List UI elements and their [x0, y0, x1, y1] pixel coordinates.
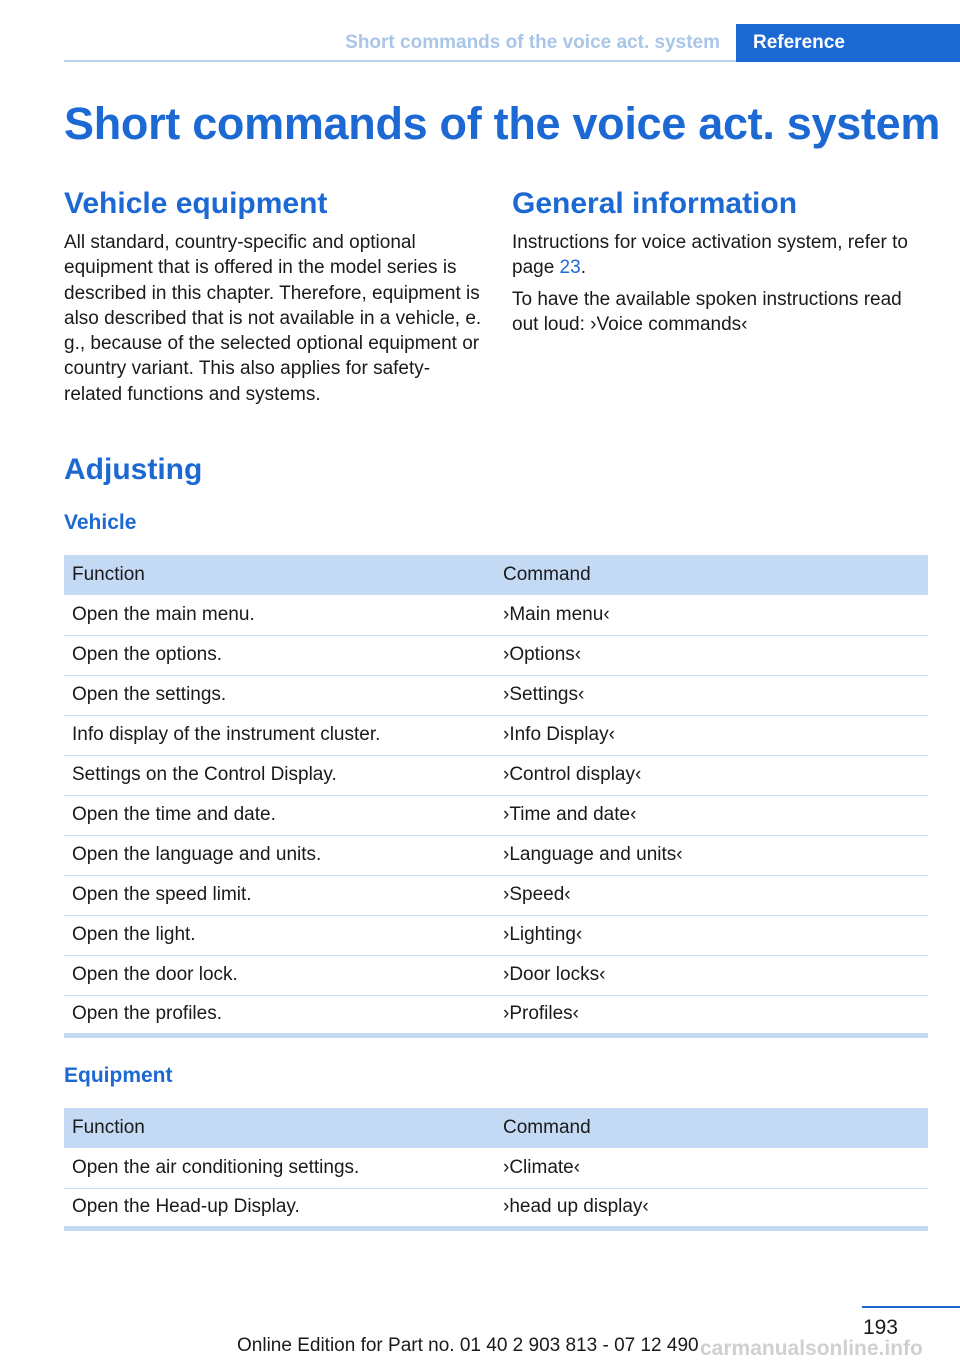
- function-cell: Open the profiles.: [64, 995, 495, 1035]
- command-cell: ›Time and date‹: [495, 795, 928, 835]
- column-header-function: Function: [64, 1108, 495, 1148]
- footer-rule: [862, 1306, 960, 1308]
- footer-edition-text: Online Edition for Part no. 01 40 2 903 813 - 07 12 490: [237, 1335, 699, 1356]
- table-row: [64, 995, 928, 1035]
- vehicle-commands-table: [64, 555, 928, 1038]
- table-row: [64, 595, 928, 635]
- column-header-command: Command: [495, 1108, 928, 1148]
- command-cell: ›Language and units‹: [495, 835, 928, 875]
- equipment-commands-table: [64, 1108, 928, 1231]
- table-row: [64, 795, 928, 835]
- table-row: [64, 915, 928, 955]
- function-cell: Info display of the instrument cluster.: [64, 715, 495, 755]
- vehicle-subheading: Vehicle: [64, 511, 137, 534]
- page-reference-link[interactable]: 23: [559, 257, 581, 279]
- vehicle-equipment-body: All standard, country-specific and optional equipment that is offered in the model series is described in this chapter. Therefore, equipment is also described that is not available in a vehicle, e. g., because of the selected optional equipment or country variant. This also applies for safety-related functions and systems.: [64, 232, 482, 405]
- header-section-title: Short commands of the voice act. system: [345, 32, 720, 53]
- page-title: Short commands of the voice act. system: [64, 98, 941, 149]
- column-header-command: Command: [495, 555, 928, 595]
- command-cell: ›head up display‹: [495, 1188, 928, 1228]
- equipment-subheading: Equipment: [64, 1064, 173, 1087]
- table-row: [64, 675, 928, 715]
- watermark: carmanualsonline.info: [700, 1337, 923, 1360]
- command-cell: ›Lighting‹: [495, 915, 928, 955]
- table-row: [64, 755, 928, 795]
- table-row: [64, 875, 928, 915]
- table-row: [64, 1148, 928, 1188]
- command-cell: ›Speed‹: [495, 875, 928, 915]
- function-cell: Open the speed limit.: [64, 875, 495, 915]
- command-cell: ›Options‹: [495, 635, 928, 675]
- column-header-function: Function: [64, 555, 495, 595]
- vehicle-equipment-heading: Vehicle equipment: [64, 187, 328, 220]
- command-cell: ›Profiles‹: [495, 995, 928, 1035]
- table-row: [64, 715, 928, 755]
- table-row: [64, 835, 928, 875]
- table-header-row: [64, 1108, 928, 1148]
- general-information-para-1-text: Instructions for voice activation system, refer to page: [512, 232, 908, 279]
- general-information-para-1: [512, 230, 930, 281]
- function-cell: Open the language and units.: [64, 835, 495, 875]
- command-cell: ›Main menu‹: [495, 595, 928, 635]
- page-number: 193: [862, 1316, 898, 1339]
- general-information-para-2: To have the available spoken instructions read out loud: ›Voice commands‹: [512, 288, 902, 335]
- vehicle-equipment-section: [64, 186, 482, 407]
- general-information-heading: General information: [512, 187, 798, 220]
- command-cell: ›Door locks‹: [495, 955, 928, 995]
- table-row: [64, 635, 928, 675]
- adjusting-heading: Adjusting: [64, 453, 203, 486]
- function-cell: Open the settings.: [64, 675, 495, 715]
- command-cell: ›Info Display‹: [495, 715, 928, 755]
- function-cell: Settings on the Control Display.: [64, 755, 495, 795]
- function-cell: Open the main menu.: [64, 595, 495, 635]
- table-row: [64, 1188, 928, 1228]
- table-row: [64, 955, 928, 995]
- general-information-para-1-end: .: [580, 257, 586, 279]
- function-cell: Open the time and date.: [64, 795, 495, 835]
- function-cell: Open the Head-up Display.: [64, 1188, 495, 1228]
- function-cell: Open the light.: [64, 915, 495, 955]
- table-header-row: [64, 555, 928, 595]
- general-information-section: [512, 186, 930, 343]
- command-cell: ›Control display‹: [495, 755, 928, 795]
- command-cell: ›Settings‹: [495, 675, 928, 715]
- function-cell: Open the air conditioning settings.: [64, 1148, 495, 1188]
- command-cell: ›Climate‹: [495, 1148, 928, 1188]
- header-chapter-tab: Reference: [736, 24, 960, 62]
- function-cell: Open the door lock.: [64, 955, 495, 995]
- function-cell: Open the options.: [64, 635, 495, 675]
